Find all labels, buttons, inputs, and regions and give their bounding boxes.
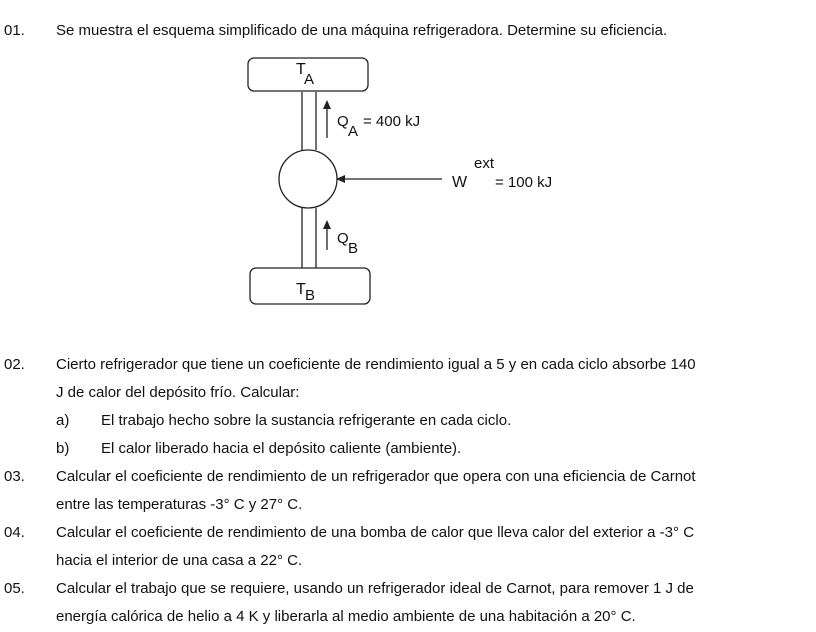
problem-02-line-2: J de calor del depósito frío. Calcular: xyxy=(56,384,300,401)
cold-reservoir-label: T xyxy=(296,281,306,298)
problem-02-subitem-b-text: El calor liberado hacia el depósito caliente (ambiente). xyxy=(101,440,462,457)
hot-reservoir-subscript: A xyxy=(304,71,315,88)
hot-reservoir-label: T xyxy=(296,61,306,78)
work-superscript: ext xyxy=(474,155,495,172)
heat-out-subscript: A xyxy=(348,123,359,140)
problem-01-line-1: Se muestra el esquema simplificado de una máquina refrigeradora. Determine su eficiencia. xyxy=(56,22,668,39)
heat-in-subscript: B xyxy=(348,240,359,257)
problem-04-line-1: Calcular el coeficiente de rendimiento de una bomba de calor que lleva calor del exterior a -3° C xyxy=(56,524,695,541)
problem-number-02: 02. xyxy=(4,356,25,373)
heat-in-arrow-head xyxy=(323,220,331,229)
problem-05-line-2: energía calórica de helio a 4 K y liberarla al medio ambiente de una habitación a 20° C. xyxy=(56,608,636,625)
problem-04-line-2: hacia el interior de una casa a 22° C. xyxy=(56,552,303,569)
heat-out-value: = 400 kJ xyxy=(363,113,421,130)
problem-number-01: 01. xyxy=(4,22,25,39)
problem-02-subitem-a-text: El trabajo hecho sobre la sustancia refrigerante en cada ciclo. xyxy=(101,412,512,429)
heat-out-symbol: Q xyxy=(337,113,349,130)
heat-out-arrow-head xyxy=(323,100,331,109)
problem-03-line-2: entre las temperaturas -3° C y 27° C. xyxy=(56,496,303,513)
problem-02-subitem-a-letter: a) xyxy=(56,412,70,429)
problem-number-05: 05. xyxy=(4,580,25,597)
heat-in-symbol: Q xyxy=(337,230,349,247)
problem-05-line-1: Calcular el trabajo que se requiere, usando un refrigerador ideal de Carnot, para remover 1 J de xyxy=(56,580,694,597)
problem-03-line-1: Calcular el coeficiente de rendimiento de un refrigerador que opera con una eficiencia de Carnot xyxy=(56,468,696,485)
problem-number-03: 03. xyxy=(4,468,25,485)
problem-number-04: 04. xyxy=(4,524,25,541)
cold-reservoir-subscript: B xyxy=(305,287,316,304)
refrigerator-engine xyxy=(279,150,337,208)
work-value: = 100 kJ xyxy=(495,174,553,191)
work-symbol: W xyxy=(452,174,468,191)
problem-02-subitem-b-letter: b) xyxy=(56,440,70,457)
problem-02-line-1: Cierto refrigerador que tiene un coeficiente de rendimiento igual a 5 y en cada ciclo absorbe 140 xyxy=(56,356,696,373)
